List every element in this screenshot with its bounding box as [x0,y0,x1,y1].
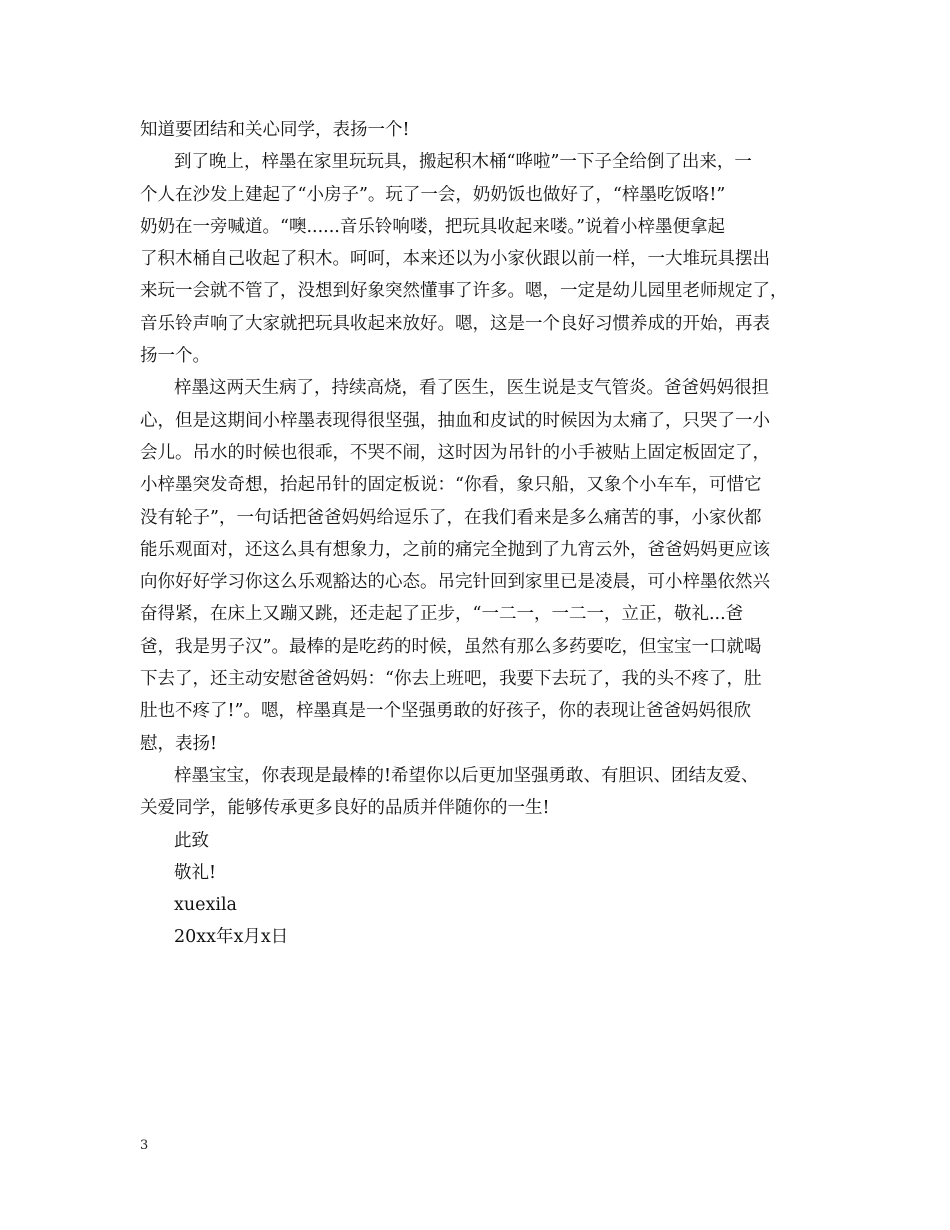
text-line: 能乐观面对，还这么具有想象力，之前的痛完全抛到了九宵云外，爸爸妈妈更应该 [140,539,770,560]
text-line: 爸，我是男子汉”。最棒的是吃药的时候，虽然有那么多药要吃，但宝宝一口就喝 [140,636,762,657]
closing-regards: 敬礼! [174,862,217,883]
text-line: 音乐铃声响了大家就把玩具收起来放好。嗯，这是一个良好习惯养成的开始，再表 [140,313,770,334]
text-line: 小梓墨突发奇想，抬起吊针的固定板说：“你看，象只船，又象个小车车，可惜它 [140,475,762,496]
text-line: 奶奶在一旁喊道。“噢......音乐铃响喽，把玩具收起来喽。”说着小梓墨便拿起 [140,216,726,237]
text-line: 个人在沙发上建起了“小房子”。玩了一会，奶奶饭也做好了，“梓墨吃饭咯!” [140,184,726,205]
text-line: 扬一个。 [140,346,210,367]
text-line: 来玩一会就不管了，没想到好象突然懂事了许多。嗯，一定是幼儿园里老师规定了， [140,281,788,302]
text-line: 心，但是这期间小梓墨表现得很坚强，抽血和皮试的时候因为太痛了，只哭了一小 [140,410,770,431]
text-line: 肚也不疼了!”。嗯，梓墨真是一个坚强勇敢的好孩子，你的表现让爸爸妈妈很欣 [140,701,751,722]
page-number: 3 [140,1138,149,1153]
signature-name: xuexila [174,895,237,916]
text-line: 没有轮子”，一句话把爸爸妈妈给逗乐了，在我们看来是多么痛苦的事，小家伙都 [140,507,762,528]
paragraph-start-line: 梓墨宝宝，你表现是最棒的!希望你以后更加坚强勇敢、有胆识、团结友爱、 [174,765,759,786]
text-line: 向你好好学习你这么乐观豁达的心态。吊完针回到家里已是凌晨，可小梓墨依然兴 [140,572,770,593]
letter-body [140,114,820,954]
paragraph-start-line: 到了晚上，梓墨在家里玩玩具，搬起积木桶“哗啦”一下子全给倒了出来，一 [174,152,752,173]
signature-date: 20xx年x月x日 [174,927,289,948]
text-line: 会儿。吊水的时候也很乖，不哭不闹，这时因为吊针的小手被贴上固定板固定了， [140,442,770,463]
paragraph-start-line: 梓墨这两天生病了，持续高烧，看了医生，医生说是支气管炎。爸爸妈妈很担 [174,378,769,399]
text-line: 下去了，还主动安慰爸爸妈妈：“你去上班吧，我要下去玩了，我的头不疼了，肚 [140,669,762,690]
text-line: 知道要团结和关心同学，表扬一个! [140,120,410,140]
closing-salutation: 此致 [174,830,209,851]
text-line: 慰，表扬! [140,733,218,754]
text-line: 关爱同学，能够传承更多良好的品质并伴随你的一生! [140,798,550,819]
text-line: 奋得紧，在床上又蹦又跳，还走起了正步，“一二一，一二一，立正，敬礼...爸 [140,604,744,625]
text-line: 了积木桶自己收起了积木。呵呵，本来还以为小家伙跟以前一样，一大堆玩具摆出 [140,249,770,270]
